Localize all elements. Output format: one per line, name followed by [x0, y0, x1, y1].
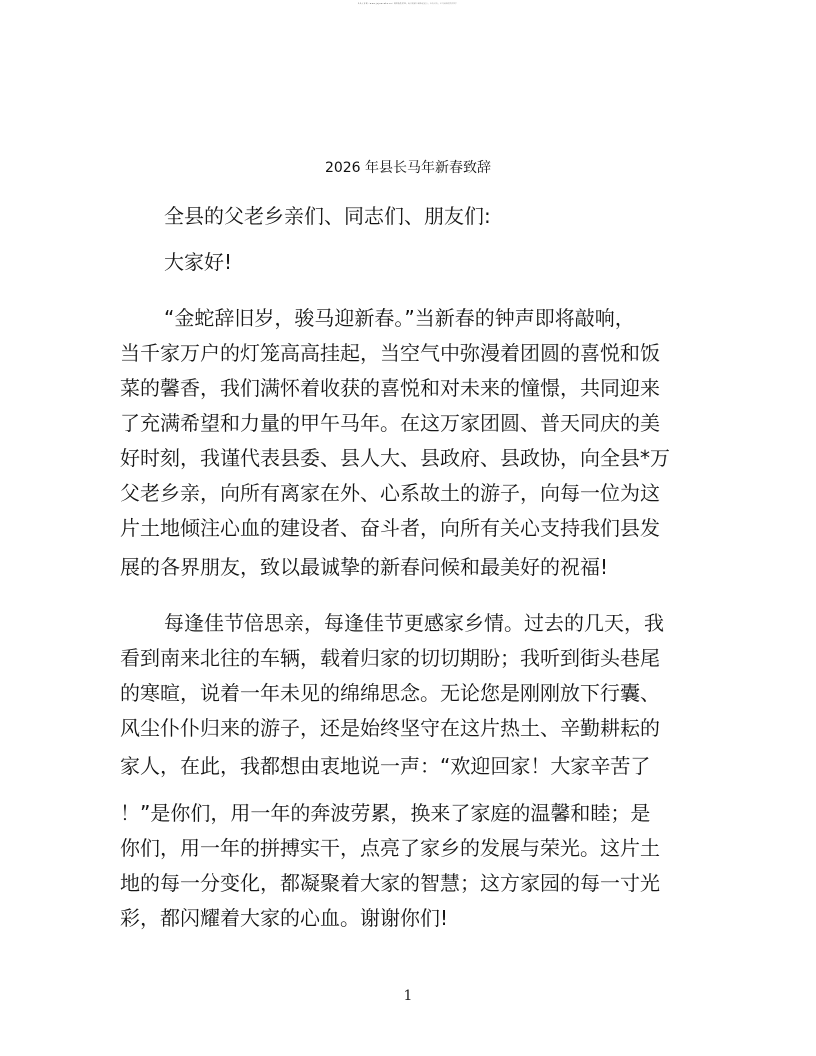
paragraph-2-line-3: 的寒暄，说着一年未见的绵绵思念。无论您是刚刚放下行囊、	[120, 681, 660, 705]
paragraph-2-line-1: 每逢佳节倍思亲，每逢佳节更感家乡情。过去的几天，我	[164, 611, 664, 635]
paragraph-2-line-5: 家人，在此，我都想由衷地说一声：“欢迎回家！大家辛苦了	[120, 754, 651, 778]
salutation: 全县的父老乡亲们、同志们、朋友们:	[164, 204, 491, 228]
paragraph-2-line-8: 地的每一分变化，都凝聚着大家的智慧；这方家园的每一寸光	[120, 871, 660, 895]
page-number: 1	[403, 988, 413, 1004]
paragraph-2-line-2: 看到南来北往的车辆，载着归家的切切期盼；我听到街头巷尾	[120, 646, 660, 670]
header-watermark: 久久文库网（www.jojowenku.cn）网络收集整理，每日更新巨量优质范文，应有尽有，让写材料变得容易！	[357, 4, 459, 5]
paragraph-1-line-8: 展的各界朋友，致以最诚挚的新春问候和最美好的祝福!	[120, 555, 609, 579]
document-title: 2026 年县长马年新春致辞	[324, 160, 492, 176]
paragraph-1-line-1: “金蛇辞旧岁，骏马迎新春。”当新春的钟声即将敲响，	[164, 306, 635, 330]
paragraph-1-line-2: 当千家万户的灯笼高高挂起，当空气中弥漫着团圆的喜悦和饭	[120, 341, 660, 365]
paragraph-1-line-4: 了充满希望和力量的甲午马年。在这万家团圆、普天同庆的美	[120, 411, 660, 435]
paragraph-1-line-6: 父老乡亲，向所有离家在外、心系故土的游子，向每一位为这	[120, 481, 660, 505]
paragraph-2-line-4: 风尘仆仆归来的游子，还是始终坚守在这片热土、辛勤耕耘的	[120, 716, 660, 740]
paragraph-2-line-6: ！”是你们，用一年的奔波劳累，换来了家庭的温馨和睦；是	[120, 801, 651, 825]
greeting: 大家好!	[164, 250, 233, 274]
paragraph-2-line-7: 你们，用一年的拼搏实干，点亮了家乡的发展与荣光。这片土	[120, 836, 660, 860]
paragraph-2-line-9: 彩，都闪耀着大家的心血。谢谢你们!	[120, 906, 449, 930]
paragraph-1-line-5: 好时刻，我谨代表县委、县人大、县政府、县政协，向全县*万	[120, 446, 670, 470]
paragraph-1-line-7: 片土地倾注心血的建设者、奋斗者，向所有关心支持我们县发	[120, 516, 660, 540]
paragraph-1-line-3: 菜的馨香，我们满怀着收获的喜悦和对未来的憧憬，共同迎来	[120, 376, 660, 400]
